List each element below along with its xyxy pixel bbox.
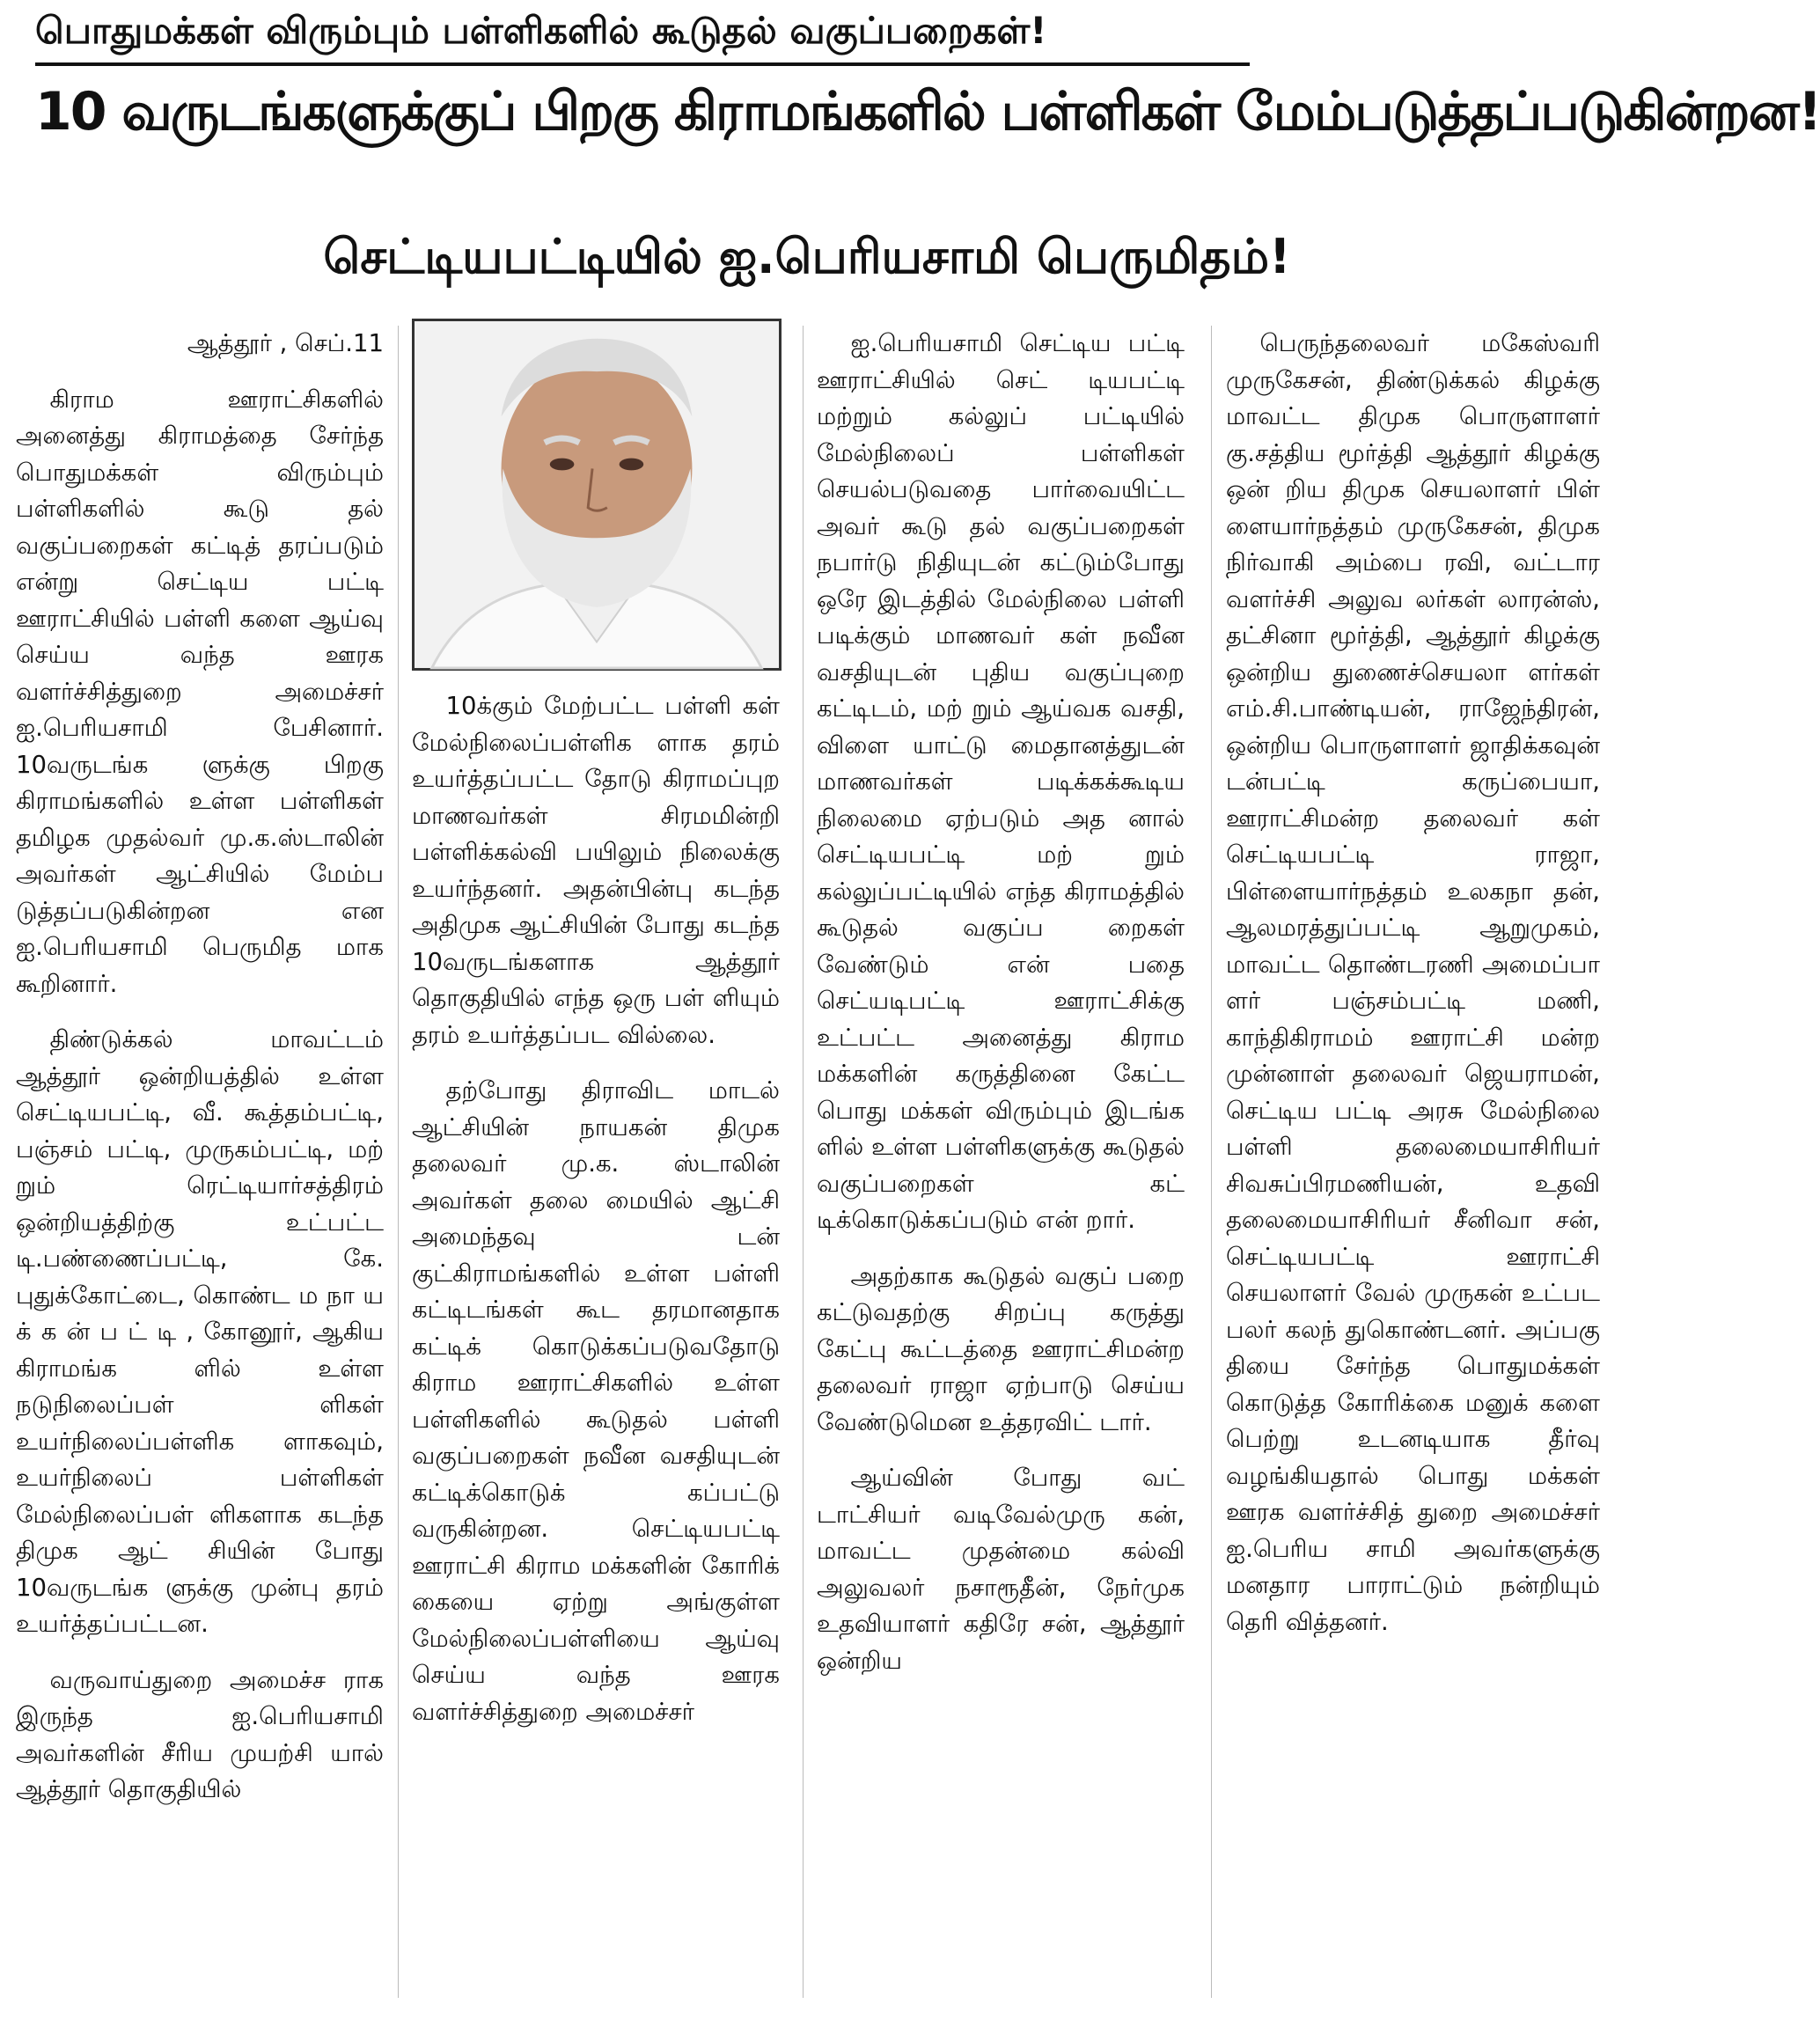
paragraph: வருவாய்துறை அமைச்ச ராக இருந்த ஐ.பெரியசாமி அவர்களின் சீரிய முயற்சி யால் ஆத்தூர் தொகுதியில் (16, 1665, 384, 1803)
article-column-4 (1226, 326, 1600, 1998)
kicker-headline: பொதுமக்கள் விரும்பும் பள்ளிகளில் கூடுதல் வகுப்பறைகள்! (35, 9, 1250, 66)
portrait-photo (412, 319, 782, 671)
article-column-1 (16, 326, 384, 1998)
column-divider (398, 326, 399, 1998)
main-headline: 10 வருடங்களுக்குப் பிறகு கிராமங்களில் பள்ளிகள் மேம்படுத்தப்படுகின்றன! (35, 81, 1820, 143)
column-divider (803, 326, 804, 1998)
paragraph: கிராம ஊராட்சிகளில் அனைத்து கிராமத்தை சேர்ந்த பொதுமக்கள் விரும்பும் பள்ளிகளில் கூடு தல் வகுப்பறைகள் கட்டித் தரப்படும் என்று செட்டிய பட்டி ஊராட்சியில் பள்ளி களை ஆய்வு செய்ய வந்த ஊரக வளர்ச்சித்துறை அமைச்சர் ஐ.பெரியசாமி பேசினார். 10வருடங்க ளுக்கு பிறகு கிராமங்களில் உள்ள பள்ளிகள் தமிழக முதல்வர் மு.க.ஸ்டாலின் அவர்கள் ஆட்சியில் மேம்ப டுத்தப்படுகின்றன என ஐ.பெரியசாமி பெருமித மாக கூறினார். (16, 385, 384, 998)
article-column-2 (412, 688, 780, 2000)
paragraph: பெருந்தலைவர் மகேஸ்வரி முருகேசன், திண்டுக்கல் கிழக்கு மாவட்ட திமுக பொருளாளர் கு.சத்திய மூர்த்தி ஆத்தூர் கிழக்கு ஒன் றிய திமுக செயலாளர் பிள் ளையார்நத்தம் முருகேசன், திமுக நிர்வாகி அம்பை ரவி, வட்டார வளர்ச்சி அலுவ லர்கள் லாரன்ஸ், தட்சினா மூர்த்தி, ஆத்தூர் கிழக்கு ஒன்றிய துணைச்செயலா ளர்கள் எம்.சி.பாண்டியன், ராஜேந்திரன், ஒன்றிய பொருளாளர் ஜாதிக்கவுன் டன்பட்டி கருப்பையா, ஊராட்சிமன்ற தலைவர் கள் செட்டியபட்டி ராஜா, பிள்ளையார்நத்தம் உலகநா தன், ஆலமரத்துப்பட்டி ஆறுமுகம், மாவட்ட தொண்டரணி அமைப்பா ளர் பஞ்சம்பட்டி மணி, காந்திகிராமம் ஊராட்சி மன்ற முன்னாள் தலைவர் ஜெயராமன், செட்டிய பட்டி அரசு மேல்நிலை பள்ளி தலைமையாசிரியர் சிவசுப்பிரமணியன், உதவி தலைமையாசிரியர் சீனிவா சன், செட்டியபட்டி ஊராட்சி செயலாளர் வேல் முருகன் உட்பட பலர் கலந் துகொண்டனர். அப்பகு தியை சேர்ந்த பொதுமக்கள் கொடுத்த கோரிக்கை மனுக் களை பெற்று உடனடியாக தீர்வு வழங்கியதால் பொது மக்கள் ஊரக வளர்ச்சித் துறை அமைச்சர் ஐ.பெரிய சாமி அவர்களுக்கு மனதார பாராட்டும் நன்றியும் தெரி வித்தனர். (1226, 329, 1600, 1636)
paragraph: திண்டுக்கல் மாவட்டம் ஆத்தூர் ஒன்றியத்தில் உள்ள செட்டியபட்டி, வீ. கூத்தம்பட்டி, பஞ்சம் பட்டி, முருகம்பட்டி, மற் றும் ரெட்டியார்சத்திரம் ஒன்றியத்திற்கு உட்பட்ட டி.பண்ணைப்பட்டி, கே. புதுக்கோட்டை, கொண்ட ம நா ய க் க ன் ப ட் டி , கோனூர், ஆகிய கிராமங்க ளில் உள்ள நடுநிலைப்பள் ளிகள் உயர்நிலைப்பள்ளிக ளாகவும், உயர்நிலைப் பள்ளிகள் மேல்நிலைப்பள் ளிகளாக கடந்த திமுக ஆட் சியின் போது 10வருடங்க ளுக்கு முன்பு தரம் உயர்த்தப்பட்டன. (16, 1025, 384, 1638)
dateline: ஆத்தூர் , செப்.11 (187, 329, 384, 357)
column-divider (1211, 326, 1212, 1998)
paragraph: ஐ.பெரியசாமி செட்டிய பட்டி ஊராட்சியில் செட் டியபட்டி மற்றும் கல்லுப் பட்டியில் மேல்நிலைப் பள்ளிகள் செயல்படுவதை பார்வையிட்ட அவர் கூடு தல் வகுப்பறைகள் நபார்டு நிதியுடன் கட்டும்போது ஒரே இடத்தில் மேல்நிலை பள்ளி படிக்கும் மாணவர் கள் நவீன வசதியுடன் புதிய வகுப்புறை கட்டிடம், மற் றும் ஆய்வக வசதி, விளை யாட்டு மைதானத்துடன் மாணவர்கள் படிக்கக்கூடிய நிலைமை ஏற்படும் அத னால் செட்டியபட்டி மற் றும் கல்லுப்பட்டியில் எந்த கிராமத்தில் கூடுதல் வகுப்ப றைகள் வேண்டும் என் பதை செட்யடிபட்டி ஊராட்சிக்கு உட்பட்ட அனைத்து கிராம மக்களின் கருத்தினை கேட்ட பொது மக்கள் விரும்பும் இடங்க ளில் உள்ள பள்ளிகளுக்கு கூடுதல் வகுப்பறைகள் கட் டிக்கொடுக்கப்படும் என் றார். (817, 329, 1185, 1234)
paragraph: தற்போது திராவிட மாடல் ஆட்சியின் நாயகன் திமுக தலைவர் மு.க. ஸ்டாலின் அவர்கள் தலை மையில் ஆட்சி அமைந்தவு டன் குட்கிராமங்களில் உள்ள பள்ளி கட்டிடங்கள் கூட தரமானதாக கட்டிக் கொடுக்கப்படுவதோடு கிராம ஊராட்சிகளில் உள்ள பள்ளிகளில் கூடுதல் பள்ளி வகுப்பறைகள் நவீன வசதியுடன் கட்டிக்கொடுக் கப்பட்டு வருகின்றன. செட்டியபட்டி ஊராட்சி கிராம மக்களின் கோரிக் கையை ஏற்று அங்குள்ள மேல்நிலைப்பள்ளியை ஆய்வு செய்ய வந்த ஊரக வளர்ச்சித்துறை அமைச்சர் (412, 1076, 780, 1726)
paragraph: அதற்காக கூடுதல் வகுப் பறை கட்டுவதற்கு சிறப்பு கருத்து கேட்பு கூட்டத்தை ஊராட்சிமன்ற தலைவர் ராஜா ஏற்பாடு செய்ய வேண்டுமென உத்தரவிட் டார். (817, 1261, 1185, 1436)
sub-headline: செட்டியபட்டியில் ஐ.பெரியசாமி பெருமிதம்! (323, 229, 1291, 284)
paragraph: ஆய்வின் போது வட் டாட்சியர் வடிவேல்முரு கன், மாவட்ட முதன்மை கல்வி அலுவலர் நசாரூதீன், நேர்முக உதவியாளர் கதிரே சன், ஆத்தூர் ஒன்றிய (817, 1464, 1185, 1675)
paragraph: 10க்கும் மேற்பட்ட பள்ளி கள் மேல்நிலைப்பள்ளிக ளாக தரம் உயர்த்தப்பட்ட தோடு கிராமப்புற மாணவர்கள் சிரமமின்றி பள்ளிக்கல்வி பயிலும் நிலைக்கு உயர்ந்தனர். அதன்பின்பு கடந்த அதிமுக ஆட்சியின் போது கடந்த 10வருடங்களாக ஆத்தூர் தொகுதியில் எந்த ஒரு பள் ளியும் தரம் உயர்த்தப்பட வில்லை. (412, 692, 780, 1049)
article-column-3 (817, 326, 1185, 1998)
